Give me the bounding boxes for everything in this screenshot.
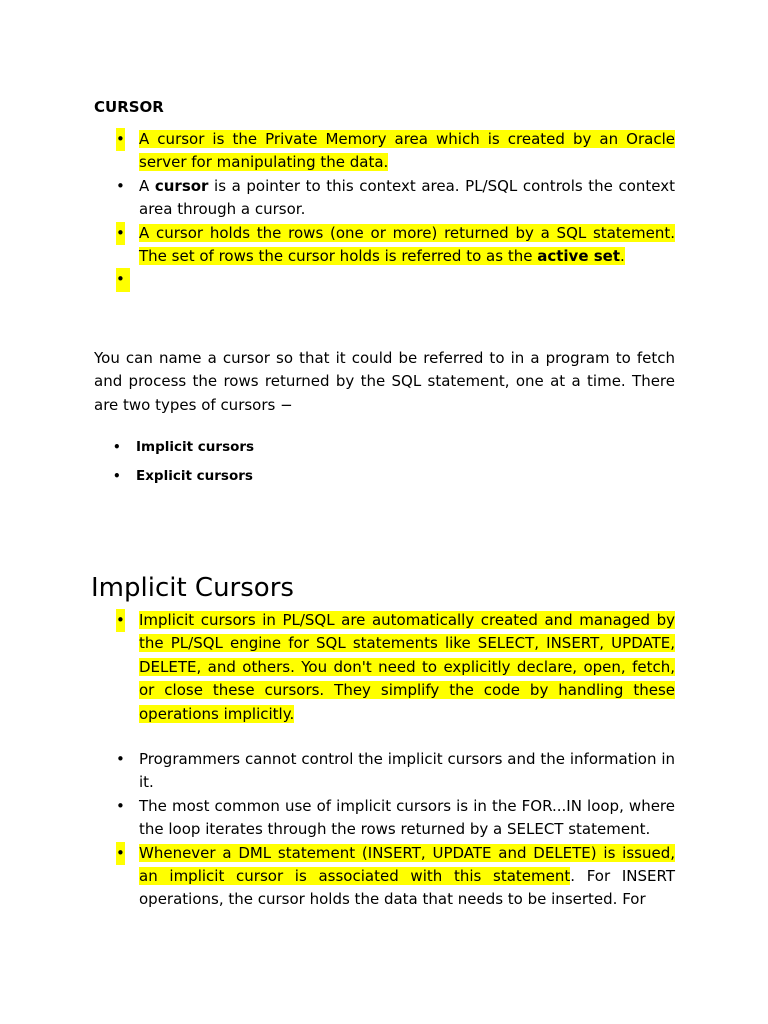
list-item-text-end: . For INSERT operations, the cursor holds the data that needs to be inserted. For	[139, 867, 675, 909]
list-item	[94, 175, 675, 222]
list-item	[94, 748, 675, 795]
list-item-empty	[94, 268, 675, 291]
list-item	[94, 128, 675, 175]
section-heading-implicit-cursors: Implicit Cursors	[91, 573, 294, 603]
bullet-icon: •	[116, 176, 125, 195]
list-item-text-end: .	[620, 247, 625, 266]
implicit-cursor-details-list	[94, 748, 675, 912]
list-item	[94, 437, 494, 466]
cursor-type-label: Explicit cursors	[136, 468, 253, 484]
bullet-icon: •	[113, 440, 121, 454]
bullet-icon: •	[116, 750, 125, 768]
list-item-text: Implicit cursors in PL/SQL are automatically created and managed by the PL/SQL engine for SQL statements like SELECT, INSERT, UPDATE, DELETE, and others. You don't need to explicitly declare, open, fetch, or close these cursors. They simplify the code by handling these operations implicitly.	[139, 611, 675, 723]
list-item-bold-term: cursor	[154, 176, 209, 195]
list-item-text-start: A	[139, 176, 155, 195]
list-item-text-end: is a pointer to this context area. PL/SQL controls the context area through a cursor.	[139, 176, 676, 219]
bullet-icon: •	[116, 128, 125, 151]
cursor-definition-list	[94, 128, 675, 292]
intro-paragraph: You can name a cursor so that it could be referred to in a program to fetch and process the rows returned by the SQL statement, one at a time. There are two types of cursors −	[94, 349, 675, 414]
list-item-text: A cursor is the Private Memory area which is created by an Oracle server for manipulating the data.	[139, 130, 675, 172]
list-item	[94, 222, 675, 269]
list-item-text-highlighted: Whenever a DML statement (INSERT, UPDATE and DELETE) is issued, an implicit cursor is associated with this statement	[139, 843, 675, 886]
bullet-icon: •	[113, 469, 121, 483]
bullet-icon: •	[116, 796, 125, 815]
cursor-type-label: Implicit cursors	[136, 439, 255, 455]
list-item-text: The most common use of implicit cursors is in the FOR...IN loop, where the loop iterates through the rows returned by a SELECT statement.	[139, 796, 675, 839]
list-item-bold-term: active set	[537, 247, 620, 266]
list-item	[94, 609, 675, 726]
cursor-types-list	[94, 437, 494, 495]
section-heading-cursor: CURSOR	[94, 98, 164, 116]
list-item-text: Programmers cannot control the implicit cursors and the information in it.	[139, 750, 675, 792]
bullet-icon: •	[116, 609, 125, 632]
list-item-text-start: A cursor holds the rows (one or more) returned by a SQL statement. The set of rows the cursor holds is referred to as the	[139, 223, 675, 266]
bullet-icon: •	[116, 842, 125, 865]
list-item	[94, 842, 675, 912]
bullet-icon: •	[116, 222, 125, 245]
implicit-cursor-intro-list	[94, 609, 675, 726]
list-item	[94, 795, 675, 842]
list-item	[94, 466, 494, 495]
bullet-icon: •	[116, 268, 130, 291]
